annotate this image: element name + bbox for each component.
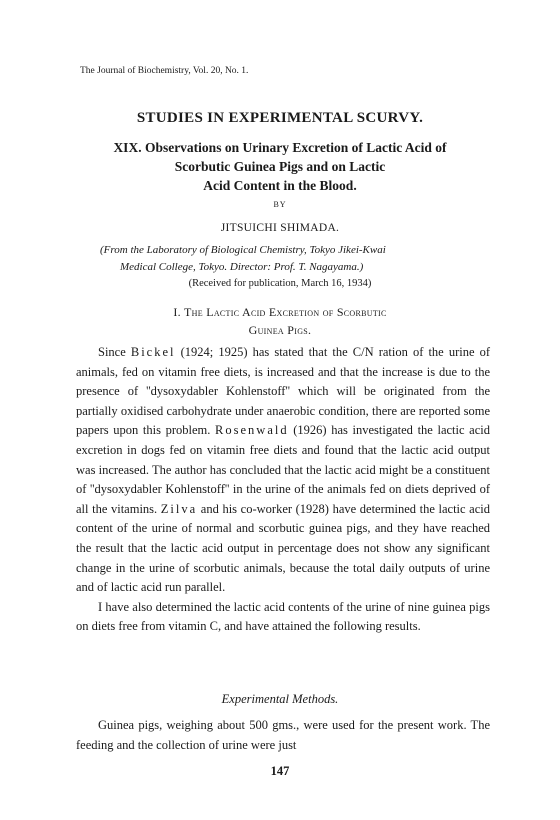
- paragraph-1-c: (1926) has investigated the lactic acid excretion in dogs fed on vitamin free diets and found that the lactic acid output was increased. The author has concluded that the lactic acid might be a constituent of ''dysoxydabler Kohlenstoff'' in the urine of the animals fed on diets deprived of all the vitamins.: [76, 423, 491, 516]
- author-name: JITSUICHI SHIMADA.: [220, 222, 340, 234]
- cited-author-bickel: Bickel: [130, 345, 176, 359]
- body-text-2: [76, 716, 490, 755]
- paragraph-3: Guinea pigs, weighing about 500 gms., were used for the present work. The feeding and the collection of urine were just: [76, 718, 490, 752]
- article-title-line-3: Acid Content in the Blood.: [203, 178, 357, 193]
- received-date: (Received for publication, March 16, 1934): [188, 278, 372, 289]
- affiliation-line-2: Medical College, Tokyo. Director: Prof. T. Nagayama.): [120, 261, 364, 273]
- cited-author-rosenwald: Rosenwald: [215, 423, 289, 438]
- paragraph-1: [76, 343, 490, 598]
- article-title-line-1: XIX. Observations on Urinary Excretion of Lactic Acid of: [113, 140, 447, 155]
- byline-by: BY: [273, 200, 287, 209]
- article-title-line-2: Scorbutic Guinea Pigs and on Lactic: [174, 159, 386, 174]
- affiliation-line-1: (From the Laboratory of Biological Chemistry, Tokyo Jikei-Kwai: [100, 244, 386, 256]
- section-heading-line-1: I. The Lactic Acid Excretion of Scorbutic: [173, 305, 387, 319]
- article-title: [0, 138, 560, 195]
- series-title: STUDIES IN EXPERIMENTAL SCURVY.: [136, 110, 424, 126]
- page-number: 147: [270, 764, 290, 778]
- section-heading: [0, 303, 560, 339]
- paragraph-1-d: and his co-worker (1928) have determined the lactic acid content of the urine of normal and scorbutic guinea pigs, and they have reached the result that the lactic acid output in percentage does not show any significant change in the urine of scorbutic animals, because the total daily outputs of urine and of lactic acid run parallel.: [76, 501, 491, 595]
- paragraph-1-a: Since: [98, 345, 131, 359]
- paragraph-2: I have also determined the lactic acid contents of the urine of nine guinea pigs on diets free from vitamin C, and have attained the following results.: [76, 599, 490, 634]
- subheading: Experimental Methods.: [221, 692, 339, 706]
- body-text: [76, 343, 490, 637]
- journal-header: The Journal of Biochemistry, Vol. 20, No. 1.: [80, 66, 249, 76]
- affiliation: [100, 242, 495, 276]
- paragraph-1-b: (1924; 1925) has stated that the C/N ration of the urine of animals, fed on vitamin free diets, is increased and that the increase is due to the presence of ''dysoxydabler Kohlenstoff'' which will be originated from the partially oxidised carbohydrate under anaerobic condition, there are reported some papers upon this problem.: [76, 345, 491, 438]
- cited-author-zilva: Zilva: [160, 501, 198, 516]
- section-heading-line-2: Guinea Pigs.: [248, 323, 312, 337]
